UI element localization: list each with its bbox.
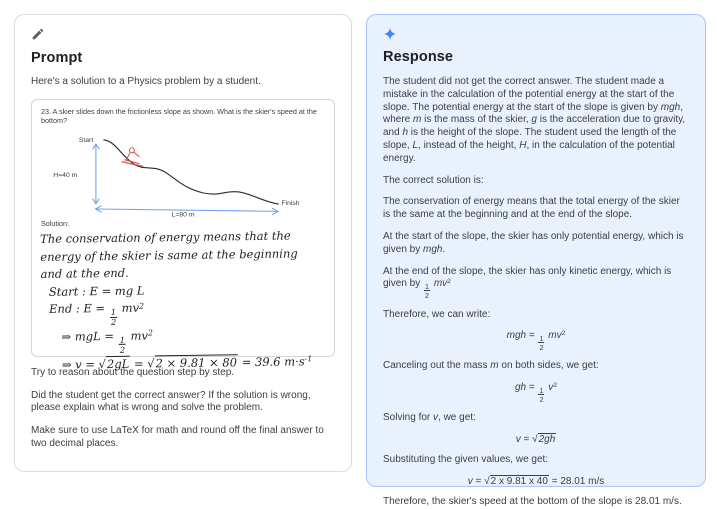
- response-title: Response: [383, 49, 454, 65]
- equation-v-sqrt-2gh: v = √2gh: [515, 434, 556, 446]
- response-paragraph: Solving for v, we get:: [383, 412, 476, 424]
- handwriting-line: End : E = $\frac{1}{2}$ $mv^2$: [49, 300, 145, 327]
- response-paragraph: At the start of the slope, the skier has only potential energy, which is given by mgh.: [383, 230, 684, 255]
- diagram-finish-label: Finish: [281, 199, 300, 207]
- equation-gh-half-v2: gh = $\frac{1}{2}$ $v^2$: [514, 382, 558, 404]
- response-paragraph: The conservation of energy means that the total energy of the skier is the same at the beginning and at the end of the slope.: [383, 196, 680, 221]
- diagram-length-label: L=80 m: [171, 211, 195, 219]
- response-panel: [366, 14, 706, 507]
- instruction-check-answer: Did the student get the correct answer? If the solution is wrong, please explain what is wrong and solve the problem.: [31, 389, 311, 414]
- diagram-start-label: Start: [78, 136, 94, 144]
- diagram-height-label: H=40 m: [53, 171, 78, 179]
- response-paragraph: Substituting the given values, we get:: [383, 454, 549, 466]
- response-paragraph: The correct solution is:: [383, 174, 484, 186]
- handwriting-line: The conservation of energy means that the: [40, 228, 291, 246]
- instruction-step-by-step: Try to reason about the question step by step.: [31, 366, 235, 378]
- handwriting-line: Start : E = mg L: [48, 282, 145, 298]
- pencil-icon: [31, 27, 45, 42]
- response-paragraph: Canceling out the mass m on both sides, we get:: [383, 360, 599, 372]
- equation-v-numeric: v = √2 x 9.81 x 40 = 28.01 m/s: [467, 475, 605, 487]
- slope-diagram: [41, 127, 325, 219]
- prompt-panel: [14, 14, 352, 472]
- prompt-intro: Here's a solution to a Physics problem by a student.: [31, 76, 261, 87]
- instruction-latex: Make sure to use LaTeX for math and round off the final answer to two decimal places.: [31, 425, 324, 449]
- handwriting-line: energy of the skier is same at the beginning: [40, 245, 298, 264]
- problem-card: [31, 99, 335, 371]
- handwriting-line: and at the end.: [40, 265, 129, 281]
- equation-mgh-half-mv2: mgh = $\frac{1}{2}$ $mv^2$: [506, 330, 566, 352]
- response-paragraph: Therefore, we can write:: [383, 308, 491, 320]
- response-paragraph: The student did not get the correct answer. The student made a mistake in the calculation of the potential energy at the start of the slope. The potential energy at the start of the slope is given by mgh, where m is the mass of the skier, g is the acceleration due to gravity, and h is the height of the slope. The student used the length of the slope, L, instead of the height, H, in the calculation of the potential energy.: [383, 76, 686, 164]
- skier-figure: [121, 147, 143, 166]
- sparkle-icon: [383, 27, 397, 42]
- handwriting-line: ⇒ v = √2gL = √2 × 9.81 × 80 = 39.6 $m\cdot s^{-1}$: [61, 353, 313, 371]
- problem-question: 23. A skier slides down the frictionless slope as shown. What is the skier's speed at the bottom?: [41, 106, 317, 126]
- response-paragraph: At the end of the slope, the skier has only kinetic energy, which is given by $\frac{1}{2}$ $mv^2$: [383, 265, 672, 300]
- handwriting-line: ⇒ mgL = $\frac{1}{2}$ $mv^2$: [61, 327, 153, 355]
- prompt-title: Prompt: [31, 50, 83, 66]
- response-conclusion: Therefore, the skier's speed at the bottom of the slope is 28.01 m/s.: [383, 495, 682, 507]
- handwritten-solution: [40, 228, 326, 373]
- solution-label: Solution:: [41, 218, 69, 228]
